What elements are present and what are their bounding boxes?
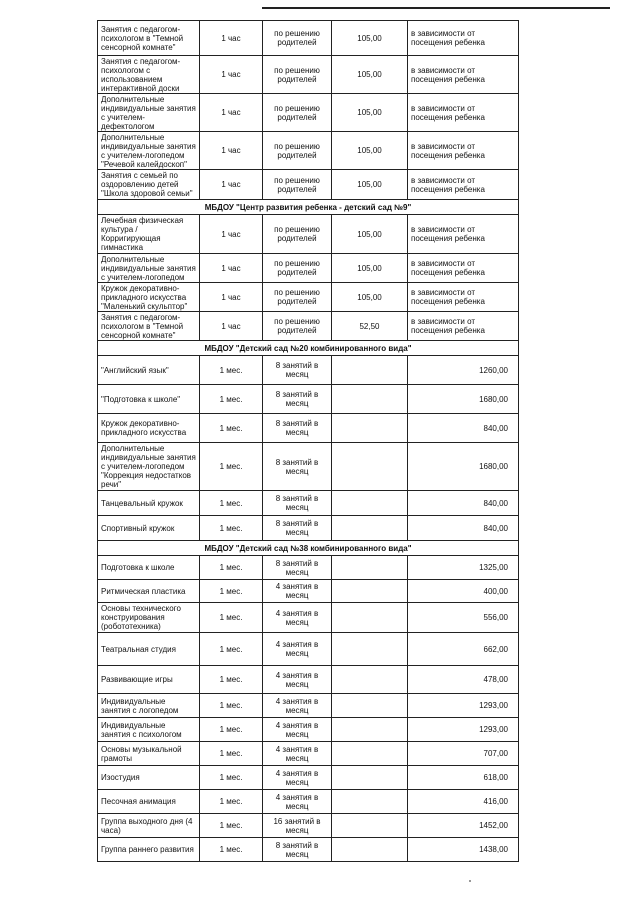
- price-cell: 105,00: [332, 21, 408, 56]
- table-row: [98, 283, 519, 312]
- empty-cell: [332, 580, 408, 603]
- price-cell: 105,00: [332, 94, 408, 132]
- table-row: [98, 694, 519, 718]
- empty-cell: [332, 766, 408, 790]
- period-cell: 1 мес.: [200, 790, 263, 814]
- service-name-cell: Группа выходного дня (4 часа): [98, 814, 200, 838]
- price-cell: 1325,00: [408, 556, 519, 580]
- sessions-cell: по решению родителей: [263, 254, 332, 283]
- price-cell: 105,00: [332, 283, 408, 312]
- service-name-cell: Развивающие игры: [98, 666, 200, 694]
- note-cell: в зависимости от посещения ребенка: [408, 132, 519, 170]
- service-name-cell: Основы музыкальной грамоты: [98, 742, 200, 766]
- sessions-cell: 8 занятий в месяц: [263, 443, 332, 491]
- sessions-cell: 4 занятия в месяц: [263, 580, 332, 603]
- table-row: [98, 742, 519, 766]
- section-header-row: [98, 200, 519, 215]
- table-row: [98, 21, 519, 56]
- table-row: [98, 580, 519, 603]
- price-cell: 707,00: [408, 742, 519, 766]
- note-cell: в зависимости от посещения ребенка: [408, 283, 519, 312]
- table-row: [98, 132, 519, 170]
- period-cell: 1 мес.: [200, 556, 263, 580]
- period-cell: 1 мес.: [200, 491, 263, 516]
- section-title: МБДОУ "Детский сад №38 комбинированного вида": [98, 541, 519, 556]
- sessions-cell: по решению родителей: [263, 215, 332, 254]
- service-name-cell: Театральная студия: [98, 633, 200, 666]
- sessions-cell: 8 занятий в месяц: [263, 356, 332, 385]
- sessions-cell: 4 занятия в месяц: [263, 694, 332, 718]
- table-row: [98, 94, 519, 132]
- price-cell: 400,00: [408, 580, 519, 603]
- price-cell: 105,00: [332, 215, 408, 254]
- empty-cell: [332, 556, 408, 580]
- empty-cell: [332, 491, 408, 516]
- empty-cell: [332, 633, 408, 666]
- table-row: [98, 385, 519, 414]
- table-row: [98, 556, 519, 580]
- period-cell: 1 час: [200, 254, 263, 283]
- period-cell: 1 час: [200, 56, 263, 94]
- service-name-cell: Кружок декоративно-прикладного искусства "Маленький скульптор": [98, 283, 200, 312]
- period-cell: 1 час: [200, 312, 263, 341]
- empty-cell: [332, 603, 408, 633]
- period-cell: 1 час: [200, 21, 263, 56]
- price-cell: 1293,00: [408, 718, 519, 742]
- note-cell: в зависимости от посещения ребенка: [408, 21, 519, 56]
- price-cell: 1438,00: [408, 838, 519, 862]
- period-cell: 1 мес.: [200, 356, 263, 385]
- price-cell: 556,00: [408, 603, 519, 633]
- sessions-cell: 8 занятий в месяц: [263, 491, 332, 516]
- empty-cell: [332, 814, 408, 838]
- scan-speck: [469, 880, 471, 882]
- empty-cell: [332, 414, 408, 443]
- service-name-cell: Спортивный кружок: [98, 516, 200, 541]
- service-name-cell: Дополнительные индивидуальные занятия с учителем-логопедом: [98, 254, 200, 283]
- price-cell: 105,00: [332, 170, 408, 200]
- sessions-cell: 8 занятий в месяц: [263, 516, 332, 541]
- sessions-cell: 16 занятий в месяц: [263, 814, 332, 838]
- note-cell: в зависимости от посещения ребенка: [408, 254, 519, 283]
- sessions-cell: 8 занятий в месяц: [263, 414, 332, 443]
- table-row: [98, 443, 519, 491]
- sessions-cell: 4 занятия в месяц: [263, 766, 332, 790]
- empty-cell: [332, 694, 408, 718]
- table-row: [98, 356, 519, 385]
- sessions-cell: 4 занятия в месяц: [263, 666, 332, 694]
- period-cell: 1 мес.: [200, 666, 263, 694]
- table-row: [98, 718, 519, 742]
- sessions-cell: 8 занятий в месяц: [263, 385, 332, 414]
- price-cell: 1293,00: [408, 694, 519, 718]
- service-name-cell: Танцевальный кружок: [98, 491, 200, 516]
- empty-cell: [332, 385, 408, 414]
- price-cell: 1680,00: [408, 443, 519, 491]
- period-cell: 1 мес.: [200, 443, 263, 491]
- sessions-cell: 8 занятий в месяц: [263, 556, 332, 580]
- period-cell: 1 мес.: [200, 516, 263, 541]
- service-name-cell: Песочная анимация: [98, 790, 200, 814]
- note-cell: в зависимости от посещения ребенка: [408, 170, 519, 200]
- period-cell: 1 час: [200, 132, 263, 170]
- table-row: [98, 838, 519, 862]
- table-row: [98, 170, 519, 200]
- service-name-cell: Группа раннего развития: [98, 838, 200, 862]
- price-cell: 840,00: [408, 516, 519, 541]
- top-rule: [262, 7, 610, 9]
- note-cell: в зависимости от посещения ребенка: [408, 312, 519, 341]
- table-row: [98, 814, 519, 838]
- service-name-cell: Основы технического конструирования (робототехника): [98, 603, 200, 633]
- empty-cell: [332, 790, 408, 814]
- note-cell: в зависимости от посещения ребенка: [408, 94, 519, 132]
- section-header-row: [98, 541, 519, 556]
- period-cell: 1 мес.: [200, 718, 263, 742]
- table-row: [98, 633, 519, 666]
- section-header-row: [98, 341, 519, 356]
- empty-cell: [332, 666, 408, 694]
- sessions-cell: по решению родителей: [263, 312, 332, 341]
- table-row: [98, 790, 519, 814]
- service-name-cell: Занятия с педагогом-психологом в "Темной сенсорной комнате": [98, 21, 200, 56]
- sessions-cell: 4 занятия в месяц: [263, 718, 332, 742]
- period-cell: 1 мес.: [200, 742, 263, 766]
- price-cell: 52,50: [332, 312, 408, 341]
- service-name-cell: Подготовка к школе: [98, 556, 200, 580]
- service-name-cell: Ритмическая пластика: [98, 580, 200, 603]
- sessions-cell: по решению родителей: [263, 56, 332, 94]
- price-cell: 840,00: [408, 491, 519, 516]
- sessions-cell: 4 занятия в месяц: [263, 790, 332, 814]
- price-cell: 416,00: [408, 790, 519, 814]
- service-name-cell: Дополнительные индивидуальные занятия с учителем-логопедом "Речевой калейдоскоп": [98, 132, 200, 170]
- sessions-cell: 8 занятий в месяц: [263, 838, 332, 862]
- price-cell: 1260,00: [408, 356, 519, 385]
- price-cell: 105,00: [332, 132, 408, 170]
- period-cell: 1 мес.: [200, 385, 263, 414]
- price-table: [97, 20, 519, 862]
- empty-cell: [332, 516, 408, 541]
- table-row: [98, 603, 519, 633]
- section-title: МБДОУ "Детский сад №20 комбинированного вида": [98, 341, 519, 356]
- period-cell: 1 мес.: [200, 633, 263, 666]
- sessions-cell: 4 занятия в месяц: [263, 603, 332, 633]
- period-cell: 1 мес.: [200, 414, 263, 443]
- price-cell: 840,00: [408, 414, 519, 443]
- service-name-cell: "Подготовка к школе": [98, 385, 200, 414]
- table-row: [98, 491, 519, 516]
- period-cell: 1 мес.: [200, 838, 263, 862]
- period-cell: 1 час: [200, 170, 263, 200]
- period-cell: 1 мес.: [200, 603, 263, 633]
- empty-cell: [332, 356, 408, 385]
- period-cell: 1 мес.: [200, 694, 263, 718]
- table-row: [98, 312, 519, 341]
- sessions-cell: 4 занятия в месяц: [263, 742, 332, 766]
- period-cell: 1 час: [200, 283, 263, 312]
- empty-cell: [332, 443, 408, 491]
- service-name-cell: Индивидуальные занятия с психологом: [98, 718, 200, 742]
- price-cell: 1680,00: [408, 385, 519, 414]
- price-cell: 105,00: [332, 56, 408, 94]
- period-cell: 1 мес.: [200, 766, 263, 790]
- service-name-cell: Занятия с педагогом-психологом с использованием интерактивной доски: [98, 56, 200, 94]
- table-row: [98, 516, 519, 541]
- sessions-cell: по решению родителей: [263, 94, 332, 132]
- service-name-cell: Занятия с педагогом-психологом в "Темной сенсорной комнате": [98, 312, 200, 341]
- service-name-cell: Индивидуальные занятия с логопедом: [98, 694, 200, 718]
- table-row: [98, 414, 519, 443]
- period-cell: 1 мес.: [200, 814, 263, 838]
- table-row: [98, 215, 519, 254]
- empty-cell: [332, 838, 408, 862]
- sessions-cell: 4 занятия в месяц: [263, 633, 332, 666]
- period-cell: 1 час: [200, 215, 263, 254]
- service-name-cell: Изостудия: [98, 766, 200, 790]
- sessions-cell: по решению родителей: [263, 283, 332, 312]
- price-cell: 618,00: [408, 766, 519, 790]
- price-cell: 478,00: [408, 666, 519, 694]
- period-cell: 1 час: [200, 94, 263, 132]
- service-name-cell: Кружок декоративно-прикладного искусства: [98, 414, 200, 443]
- service-name-cell: Лечебная физическая культура / Корригирующая гимнастика: [98, 215, 200, 254]
- note-cell: в зависимости от посещения ребенка: [408, 56, 519, 94]
- service-name-cell: Занятия с семьей по оздоровлению детей "Школа здоровой семьи": [98, 170, 200, 200]
- note-cell: в зависимости от посещения ребенка: [408, 215, 519, 254]
- price-cell: 662,00: [408, 633, 519, 666]
- service-name-cell: Дополнительные индивидуальные занятия с учителем-логопедом "Коррекция недостатков речи": [98, 443, 200, 491]
- price-cell: 1452,00: [408, 814, 519, 838]
- empty-cell: [332, 742, 408, 766]
- sessions-cell: по решению родителей: [263, 132, 332, 170]
- service-name-cell: Дополнительные индивидуальные занятия с учителем-дефектологом: [98, 94, 200, 132]
- table-row: [98, 766, 519, 790]
- period-cell: 1 мес.: [200, 580, 263, 603]
- empty-cell: [332, 718, 408, 742]
- table-row: [98, 254, 519, 283]
- table-row: [98, 56, 519, 94]
- section-title: МБДОУ "Центр развития ребенка - детский сад №9": [98, 200, 519, 215]
- sessions-cell: по решению родителей: [263, 21, 332, 56]
- price-cell: 105,00: [332, 254, 408, 283]
- service-name-cell: "Английский язык": [98, 356, 200, 385]
- sessions-cell: по решению родителей: [263, 170, 332, 200]
- table-row: [98, 666, 519, 694]
